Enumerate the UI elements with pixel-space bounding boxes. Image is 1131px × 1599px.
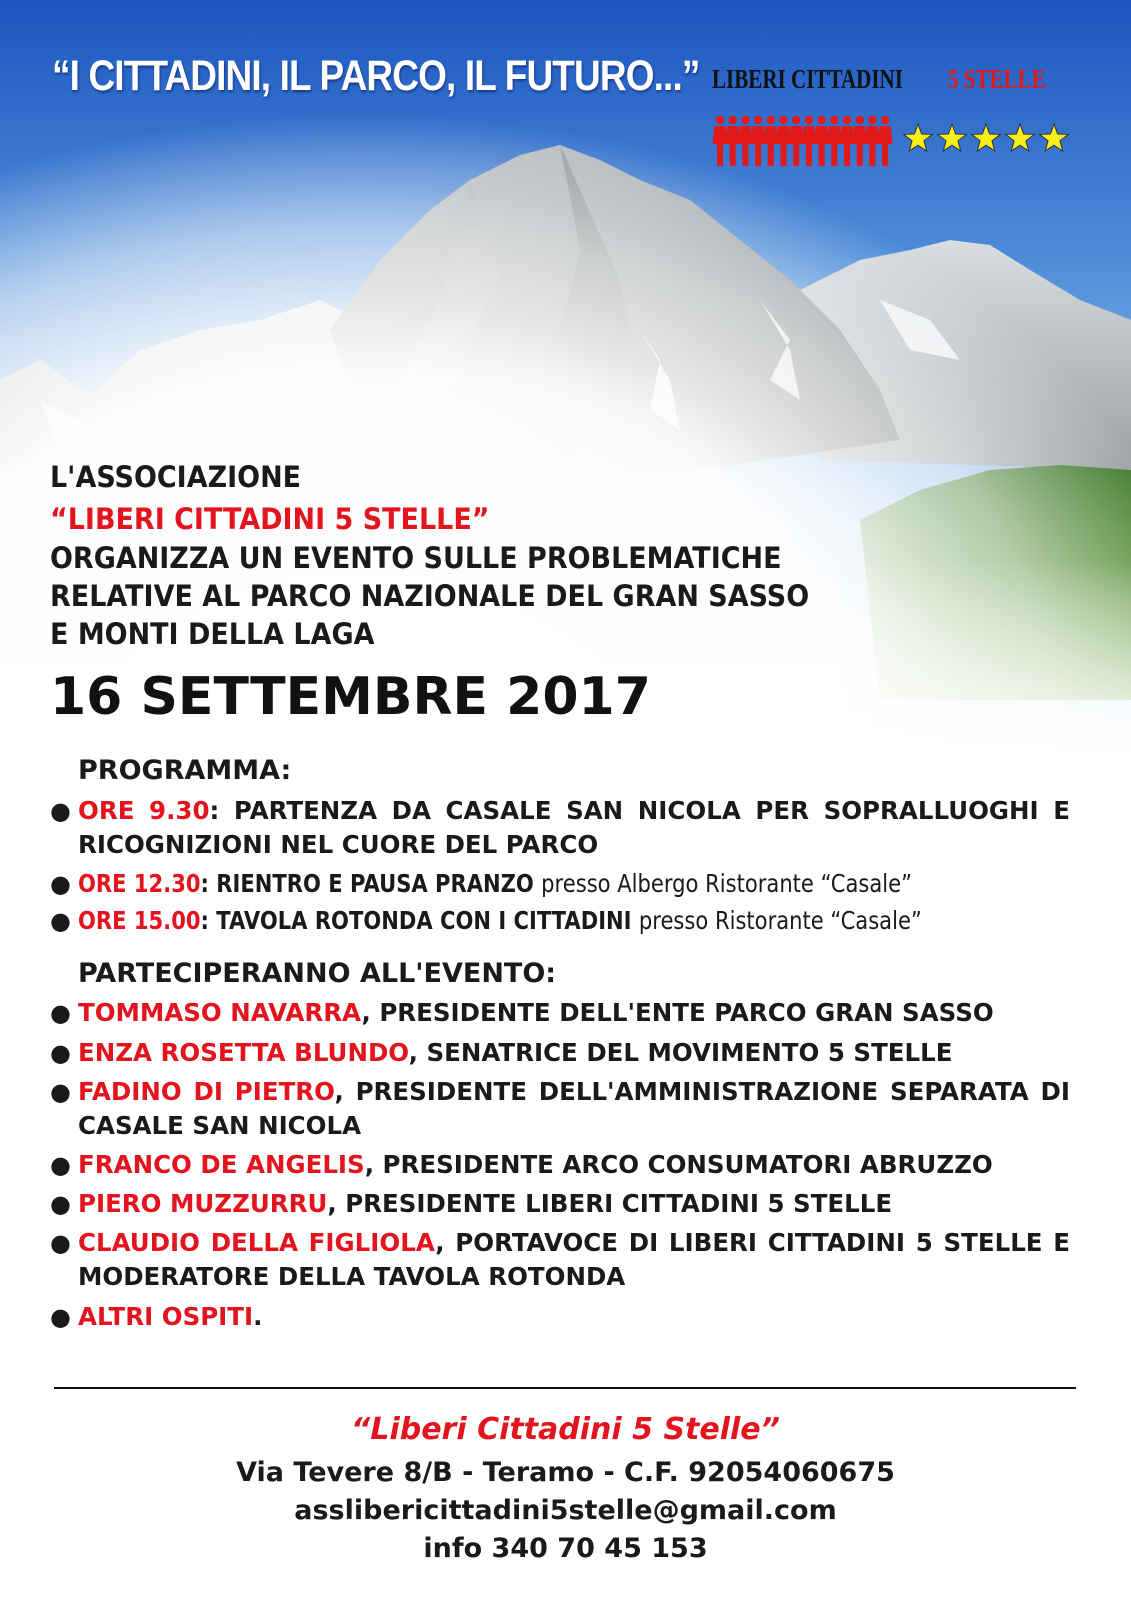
person-silhouette-icon [738, 116, 753, 166]
footer-address: Via Tevere 8/B - Teramo - C.F. 92054060675 [236, 1457, 895, 1488]
partecipante-item: ● ENZA ROSETTA BLUNDO, SENATRICE DEL MOVIMENTO 5 STELLE [50, 1036, 1070, 1070]
event-date: 16 SETTEMBRE 2017 [50, 667, 651, 727]
partecipante-item: ● FRANCO DE ANGELIS, PRESIDENTE ARCO CONSUMATORI ABRUZZO [50, 1148, 1070, 1182]
bullet-icon: ● [50, 1229, 71, 1257]
partecipante-item: ● FADINO DI PIETRO, PRESIDENTE DELL'AMMINISTRAZIONE SEPARATA DI CASALE SAN NICOLA [50, 1077, 1070, 1140]
person-silhouette-icon [878, 116, 893, 166]
programma-time: ORE 9.30 [78, 796, 210, 825]
intro-description-line-3: E MONTI DELLA LAGA [50, 617, 375, 651]
person-silhouette-icon [751, 116, 766, 166]
programma-text: PARTENZA DA CASALE SAN NICOLA PER SOPRALLUOGHI E RICOGNIZIONI NEL CUORE DEL PARCO [78, 796, 1070, 859]
partecipante-name: PIERO MUZZURRU [78, 1189, 328, 1218]
programma-title: PROGRAMMA: [78, 755, 292, 786]
stars-row [902, 122, 1070, 156]
intro-association-label: L'ASSOCIAZIONE [50, 460, 302, 494]
programma-item: ● ORE 9.30: PARTENZA DA CASALE SAN NICOLA PER SOPRALLUOGHI E RICOGNIZIONI NEL CUORE DEL PARCO [50, 796, 1070, 859]
divider [54, 1387, 1076, 1389]
programma-place: presso Albergo Ristorante “Casale” [541, 869, 913, 898]
intro-description-line-2: RELATIVE AL PARCO NAZIONALE DEL GRAN SASSO [50, 579, 810, 613]
star-icon [1006, 124, 1035, 151]
partecipante-name: ENZA ROSETTA BLUNDO [78, 1038, 409, 1067]
programma-place: presso Ristorante “Casale” [638, 906, 922, 935]
star-icon [1040, 124, 1069, 151]
partecipante-role: SENATRICE DEL MOVIMENTO 5 STELLE [426, 1038, 953, 1067]
programma-time: ORE 12.30 [78, 869, 201, 898]
partecipante-role: PORTAVOCE DI LIBERI CITTADINI 5 STELLE E MODERATORE DELLA TAVOLA ROTONDA [78, 1228, 1070, 1291]
bullet-icon: ● [50, 999, 71, 1027]
logo-stelle: 5 STELLE [948, 64, 1046, 94]
bullet-icon: ● [50, 1303, 71, 1331]
programma-text: TAVOLA ROTONDA CON I CITTADINI [216, 906, 632, 935]
partecipante-name: TOMMASO NAVARRA [78, 998, 362, 1027]
person-silhouette-icon [725, 116, 740, 166]
person-silhouette-icon [801, 116, 816, 166]
partecipante-name: ALTRI OSPITI [78, 1302, 254, 1331]
person-silhouette-icon [852, 116, 867, 166]
bullet-icon: ● [50, 797, 71, 825]
person-silhouette-icon [776, 116, 791, 166]
bullet-icon: ● [50, 1039, 71, 1067]
person-silhouette-icon [814, 116, 829, 166]
programma-item: ● ORE 12.30: RIENTRO E PAUSA PRANZO presso Albergo Ristorante “Casale” [50, 867, 1070, 901]
partecipante-item: ● CLAUDIO DELLA FIGLIOLA, PORTAVOCE DI LIBERI CITTADINI 5 STELLE E MODERATORE DELLA TAVOLA ROTONDA [50, 1228, 1070, 1291]
footer-org-name: “Liberi Cittadini 5 Stelle” [351, 1412, 780, 1447]
bullet-icon: ● [50, 870, 71, 898]
person-silhouette-icon [840, 116, 855, 166]
bullet-icon: ● [50, 907, 71, 935]
star-icon [938, 124, 967, 151]
intro-association-name: “LIBERI CITTADINI 5 STELLE” [50, 502, 490, 536]
programma-text: RIENTRO E PAUSA PRANZO [216, 869, 534, 898]
person-silhouette-icon [827, 116, 842, 166]
logo-name: LIBERI CITTADINI [712, 64, 903, 94]
partecipante-role: PRESIDENTE ARCO CONSUMATORI ABRUZZO [382, 1150, 993, 1179]
partecipante-item: ● TOMMASO NAVARRA, PRESIDENTE DELL'ENTE PARCO GRAN SASSO [50, 996, 1070, 1030]
partecipante-role: PRESIDENTE DELL'ENTE PARCO GRAN SASSO [379, 998, 994, 1027]
programma-item: ● ORE 15.00: TAVOLA ROTONDA CON I CITTADINI presso Ristorante “Casale” [50, 904, 1070, 938]
person-silhouette-icon [763, 116, 778, 166]
programma-time: ORE 15.00 [78, 906, 201, 935]
bullet-icon: ● [50, 1078, 71, 1106]
partecipanti-title: PARTECIPERANNO ALL'EVENTO: [78, 958, 557, 989]
partecipante-item: ● PIERO MUZZURRU, PRESIDENTE LIBERI CITTADINI 5 STELLE [50, 1187, 1070, 1221]
liberi-cittadini-logo [712, 60, 1072, 170]
partecipante-item: ● ALTRI OSPITI. [50, 1300, 1070, 1334]
bullet-icon: ● [50, 1151, 71, 1179]
person-silhouette-icon [789, 116, 804, 166]
partecipante-role: PRESIDENTE LIBERI CITTADINI 5 STELLE [345, 1189, 893, 1218]
bullet-icon: ● [50, 1190, 71, 1218]
partecipante-role: PRESIDENTE DELL'AMMINISTRAZIONE SEPARATA DI CASALE SAN NICOLA [78, 1077, 1070, 1140]
intro-description-line-1: ORGANIZZA UN EVENTO SULLE PROBLEMATICHE [50, 541, 782, 575]
partecipante-name: CLAUDIO DELLA FIGLIOLA [78, 1228, 436, 1257]
crowd-silhouette-icon [712, 112, 898, 168]
headline: “I CITTADINI, IL PARCO, IL FUTURO...” [52, 52, 700, 100]
person-silhouette-icon [713, 116, 728, 166]
footer-phone: info 340 70 45 153 [423, 1533, 708, 1564]
star-icon [972, 124, 1001, 151]
person-silhouette-icon [865, 116, 880, 166]
star-icon [904, 124, 933, 151]
partecipante-name: FADINO DI PIETRO [78, 1077, 335, 1106]
footer-email: asslibericittadini5stelle@gmail.com [294, 1495, 837, 1526]
partecipante-name: FRANCO DE ANGELIS [78, 1150, 365, 1179]
